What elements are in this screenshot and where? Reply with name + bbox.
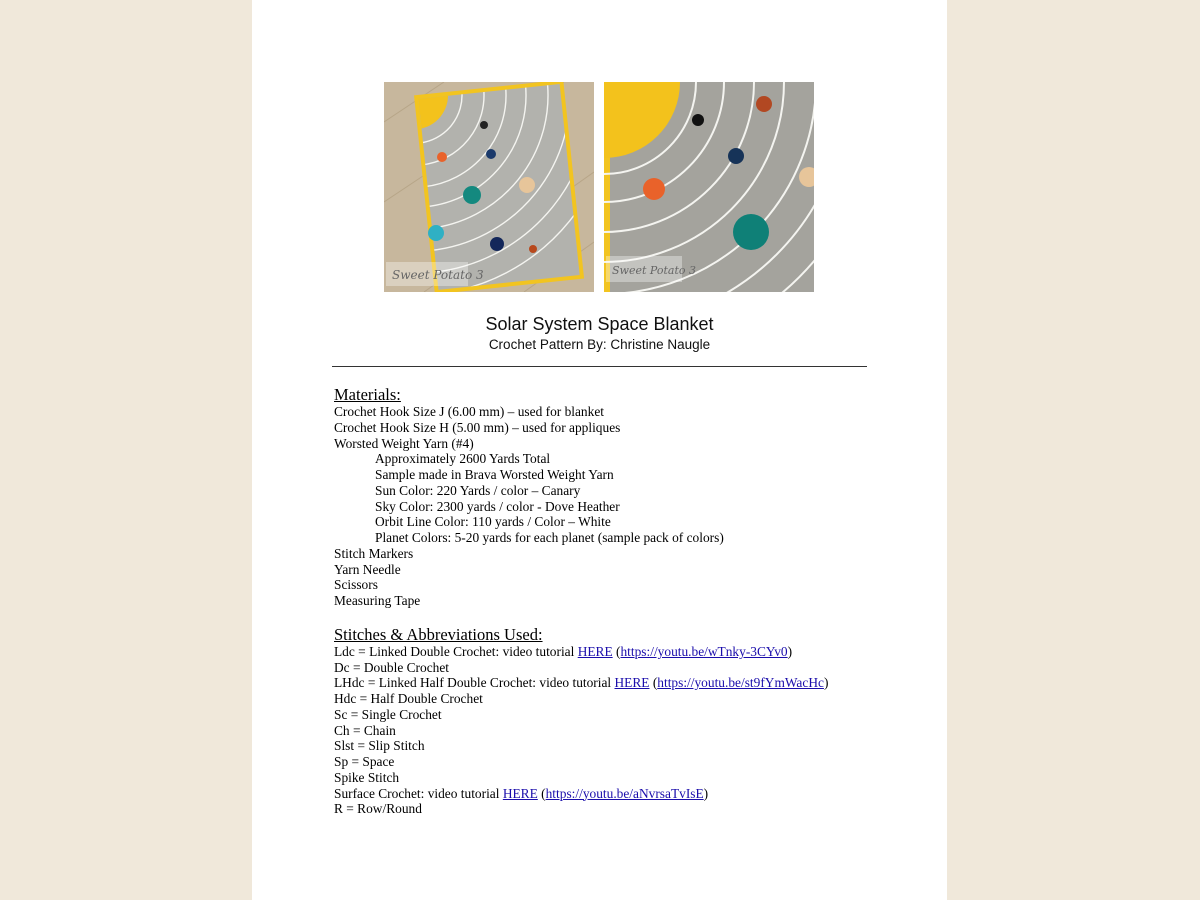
document-page xyxy=(252,0,947,900)
stitch-hdc: Hdc = Half Double Crochet xyxy=(334,691,483,706)
svg-text:Sweet Potato 3: Sweet Potato 3 xyxy=(612,264,696,277)
materials-item: Crochet Hook Size J (6.00 mm) – used for blanket xyxy=(334,404,604,419)
materials-item: Worsted Weight Yarn (#4) xyxy=(334,435,474,451)
stitch-lhdc: LHdc = Linked Half Double Crochet: video tutorial HERE (https://youtu.be/st9fYmWacHc) xyxy=(334,675,829,691)
yarn-detail: Sky Color: 2300 yards / color - Dove Heather xyxy=(375,498,620,514)
stitch-ldc: Ldc = Linked Double Crochet: video tutorial HERE (https://youtu.be/wTnky-3CYv0) xyxy=(334,643,793,659)
yarn-detail: Planet Colors: 5-20 yards for each planet (sample pack of colors) xyxy=(375,530,724,545)
stitch-spike: Spike Stitch xyxy=(334,769,400,785)
yarn-detail: Sample made in Brava Worsted Weight Yarn xyxy=(375,467,614,482)
stitch-ldc-text: Ldc = Linked Double Crochet: video tutorial xyxy=(334,643,578,659)
lhdc-tutorial-link[interactable]: HERE xyxy=(614,675,650,691)
stitch-r: R = Row/Round xyxy=(334,801,422,817)
materials-item: Scissors xyxy=(334,577,378,593)
materials-item: Stitch Markers xyxy=(334,545,414,561)
stitch-sc: Sc = Single Crochet xyxy=(334,706,442,722)
surface-tutorial-link[interactable]: HERE xyxy=(502,785,538,801)
lhdc-url-link[interactable]: https://youtu.be/st9fYmWacHc xyxy=(657,675,824,691)
yarn-detail: Orbit Line Color: 110 yards / Color – White xyxy=(375,514,611,530)
stitch-sp: Sp = Space xyxy=(334,754,395,769)
stitch-slst: Slst = Slip Stitch xyxy=(334,738,425,754)
ldc-tutorial-link[interactable]: HERE xyxy=(577,643,613,659)
stitch-surface-text: Surface Crochet: video tutorial xyxy=(334,785,503,801)
materials-heading: Materials: xyxy=(334,385,401,404)
blanket-full-photo xyxy=(384,82,594,292)
document-title: Solar System Space Blanket xyxy=(485,314,714,334)
document-subtitle: Crochet Pattern By: Christine Naugle xyxy=(488,337,711,352)
yarn-detail: Sun Color: 220 Yards / color – Canary xyxy=(375,482,581,498)
stitches-heading: Stitches & Abbreviations Used: xyxy=(334,624,543,644)
svg-text:Sweet Potato 3: Sweet Potato 3 xyxy=(392,268,484,282)
stitch-surface: Surface Crochet: video tutorial HERE (https://youtu.be/aNvrsaTvIsE) xyxy=(334,785,709,801)
surface-url-link[interactable]: https://youtu.be/aNvrsaTvIsE xyxy=(545,785,704,801)
stitch-dc: Dc = Double Crochet xyxy=(334,659,450,675)
document-body xyxy=(334,386,894,817)
materials-item: Measuring Tape xyxy=(334,593,421,608)
stitch-ch: Ch = Chain xyxy=(334,722,396,738)
yarn-detail: Approximately 2600 Yards Total xyxy=(375,451,551,467)
materials-item: Crochet Hook Size H (5.00 mm) – used for appliques xyxy=(334,419,621,435)
blanket-closeup-photo xyxy=(604,82,814,292)
ldc-url-link[interactable]: https://youtu.be/wTnky-3CYv0 xyxy=(620,643,788,659)
title-divider xyxy=(332,366,867,367)
materials-item: Yarn Needle xyxy=(334,561,401,577)
stitch-lhdc-text: LHdc = Linked Half Double Crochet: video tutorial xyxy=(334,675,615,691)
